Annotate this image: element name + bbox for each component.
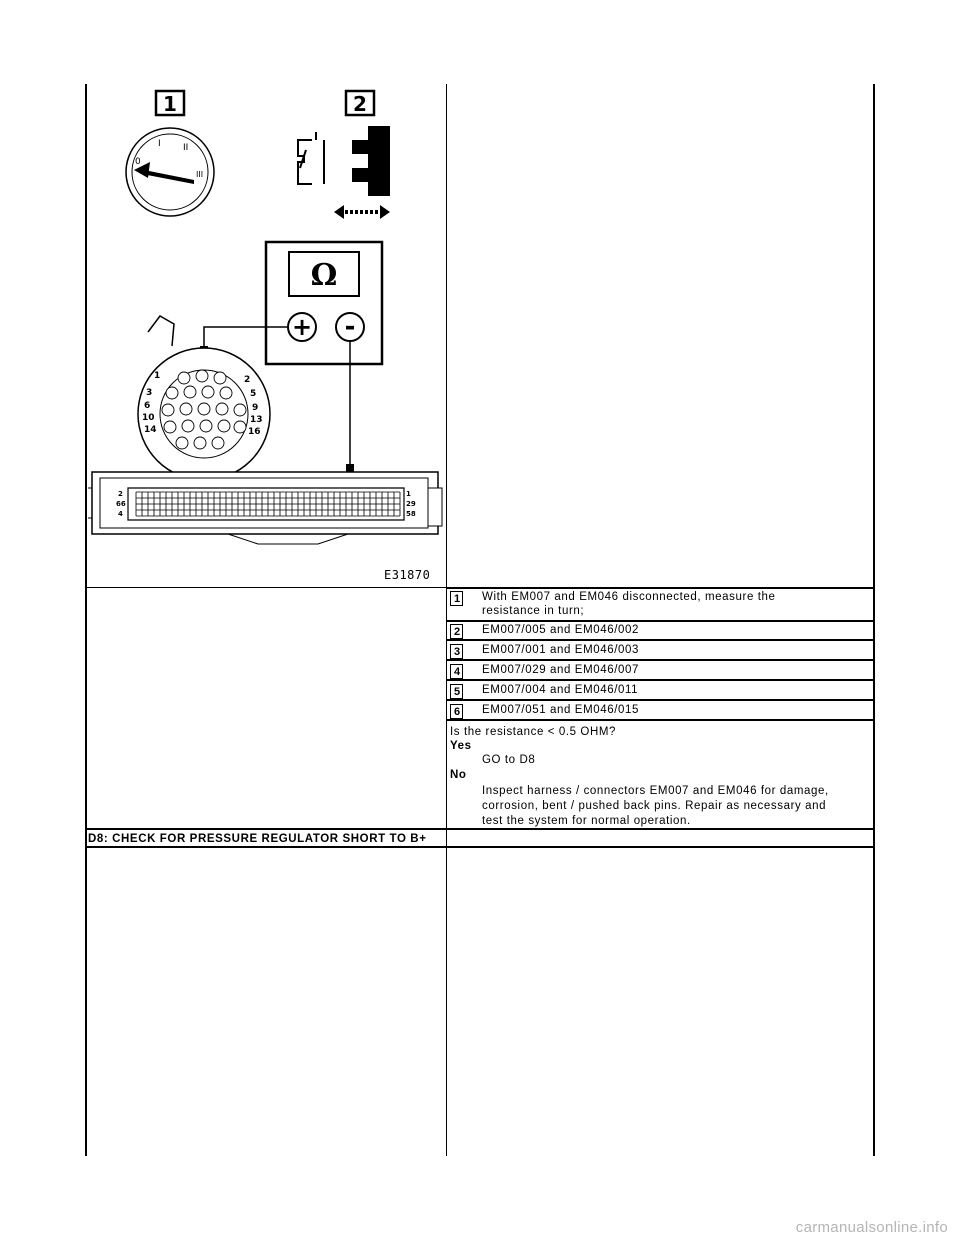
no-action-line-3: test the system for normal operation.	[482, 815, 691, 827]
svg-text:58: 58	[406, 510, 416, 518]
ignition-switch-icon	[126, 128, 214, 216]
svg-text:13: 13	[250, 415, 263, 425]
svg-text:5: 5	[250, 389, 257, 399]
svg-text:1: 1	[406, 490, 411, 498]
svg-text:I: I	[158, 139, 161, 149]
svg-text:14: 14	[144, 425, 157, 435]
ecm-connector-icon	[88, 472, 442, 544]
step-text: EM007/004 and EM046/011	[482, 684, 639, 696]
svg-text:66: 66	[116, 500, 126, 508]
no-action-line-2: corrosion, bent / pushed back pins. Repair as necessary and	[482, 800, 827, 812]
section-title: D8: CHECK FOR PRESSURE REGULATOR SHORT TO B+	[88, 833, 427, 845]
step-number: 4	[450, 664, 463, 679]
svg-text:III: III	[196, 170, 204, 179]
svg-text:6: 6	[144, 401, 151, 411]
svg-text:1: 1	[154, 371, 161, 381]
step-text: EM007/051 and EM046/015	[482, 704, 640, 716]
svg-text:29: 29	[406, 500, 416, 508]
no-action-line-1: Inspect harness / connectors EM007 and EM046 for damage,	[482, 785, 829, 797]
question-text: Is the resistance < 0.5 OHM?	[450, 726, 617, 738]
yes-label: Yes	[450, 740, 472, 752]
figure-box-1-label: 1	[163, 92, 177, 116]
step-number: 1	[450, 591, 463, 606]
step-text: EM007/005 and EM046/002	[482, 624, 640, 636]
wiring-test-figure	[88, 84, 444, 586]
step-number: 6	[450, 704, 463, 719]
svg-text:9: 9	[252, 403, 259, 413]
svg-text:0: 0	[135, 157, 141, 167]
ohm-symbol: Ω	[310, 258, 338, 293]
yes-action-link[interactable]: GO to D8	[482, 754, 536, 766]
step-number: 5	[450, 684, 463, 699]
step-text: EM007/001 and EM046/003	[482, 644, 640, 656]
step-text-continued: resistance in turn;	[482, 605, 585, 617]
svg-text:2: 2	[244, 375, 251, 385]
figure-reference: E31870	[384, 568, 431, 582]
svg-text:4: 4	[118, 510, 123, 518]
watermark: carmanualsonline.info	[795, 1219, 948, 1236]
svg-text:II: II	[183, 143, 189, 153]
svg-text:2: 2	[118, 490, 123, 498]
step-number: 3	[450, 644, 463, 659]
no-label: No	[450, 769, 467, 781]
connector-disconnect-icon	[298, 126, 390, 219]
section-header-bottom-border	[85, 846, 875, 848]
meter-plus-label: +	[291, 313, 313, 341]
step-number: 2	[450, 624, 463, 639]
step-text: EM007/029 and EM046/007	[482, 664, 640, 676]
svg-text:10: 10	[142, 413, 155, 423]
multimeter-icon	[266, 242, 382, 364]
meter-minus-label: -	[344, 312, 356, 342]
figure-box-2-label: 2	[353, 92, 367, 116]
step-text: With EM007 and EM046 disconnected, measure the	[482, 591, 776, 603]
table-border-left	[85, 84, 87, 1156]
svg-text:3: 3	[146, 388, 153, 398]
section-header-top-border	[85, 828, 875, 830]
svg-text:16: 16	[248, 427, 261, 437]
